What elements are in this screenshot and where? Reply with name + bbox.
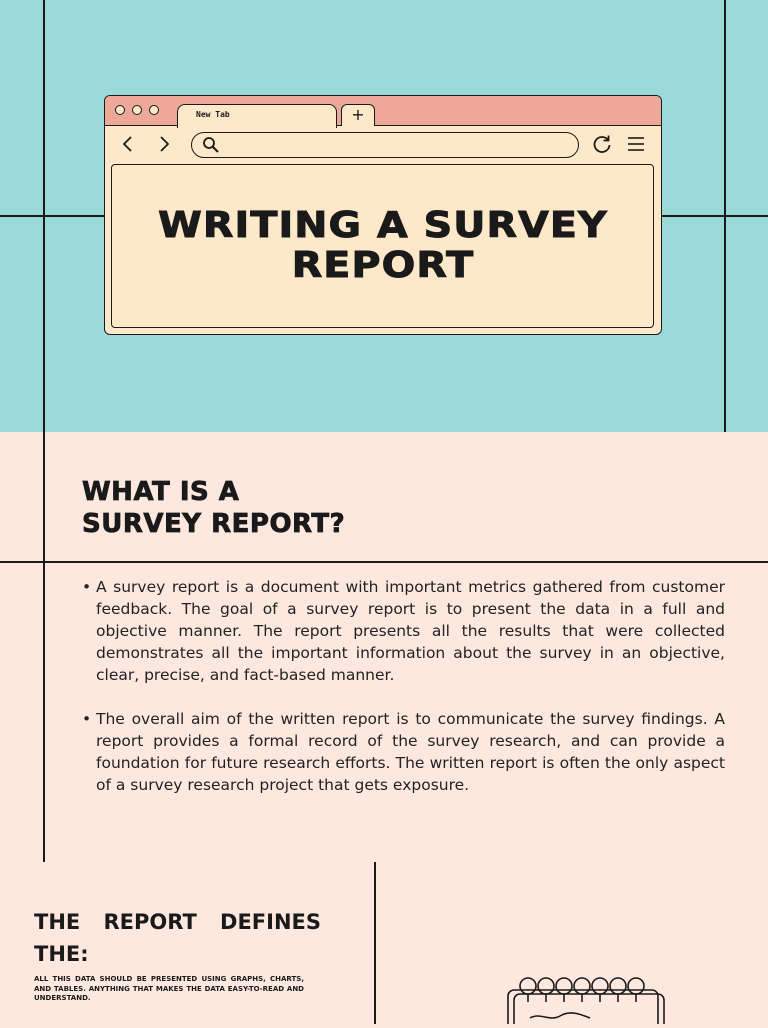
browser-titlebar [105,96,661,126]
plus-icon: + [351,105,365,124]
calendar-icon [500,972,680,1028]
section-title [82,476,442,540]
browser-tab[interactable] [177,104,337,128]
back-arrow-icon[interactable] [121,134,135,157]
window-dot-icon [149,105,159,115]
section-title-line2: SURVEY REPORT? [82,509,346,539]
menu-icon[interactable] [627,136,645,156]
horizontal-line-section [0,561,768,563]
new-tab-button[interactable] [341,104,375,126]
tab-label: New Tab [196,110,230,119]
bullet-list [80,576,725,818]
list-item [80,576,725,686]
section-title-line1: WHAT IS A [82,477,240,507]
hero-title: WRITING A SURVEY REPORT [157,205,608,286]
bullet-icon: • [82,710,92,728]
bullet-text: The overall aim of the written report is to communicate the survey findings. A report provides a formal record of the survey research, and can provide a foundation for future research efforts. The written report is often the only aspect of a survey research project that gets exposure. [96,710,725,794]
browser-viewport [111,164,654,328]
defines-note: ALL THIS DATA SHOULD BE PRESENTED USING GRAPHS, CHARTS, AND TABLES. ANYTHING THAT MAKES THE DATA EASY-TO-READ AND UNDERSTAND. [34,975,304,1002]
address-bar[interactable] [191,132,579,158]
horizontal-line-hero-right [662,215,768,217]
bullet-text: A survey report is a document with important metrics gathered from customer feedback. The goal of a survey report is to present the data in a full and objective manner. The report presents all the results that were collected demonstrates all the important information about the survey in an objective, clear, precise, and fact-based manner. [96,578,725,684]
defines-heading: THE REPORT DEFINES THE: [34,910,321,966]
forward-arrow-icon[interactable] [157,134,171,157]
bullet-icon: • [82,578,92,596]
search-icon [202,136,220,158]
reload-icon[interactable] [591,133,613,159]
window-dot-icon [132,105,142,115]
browser-window [104,95,662,335]
window-dot-icon [115,105,125,115]
horizontal-line-hero-left [0,215,104,217]
vertical-line-left [43,0,45,862]
list-item [80,708,725,796]
vertical-line-bottom [374,862,376,1024]
